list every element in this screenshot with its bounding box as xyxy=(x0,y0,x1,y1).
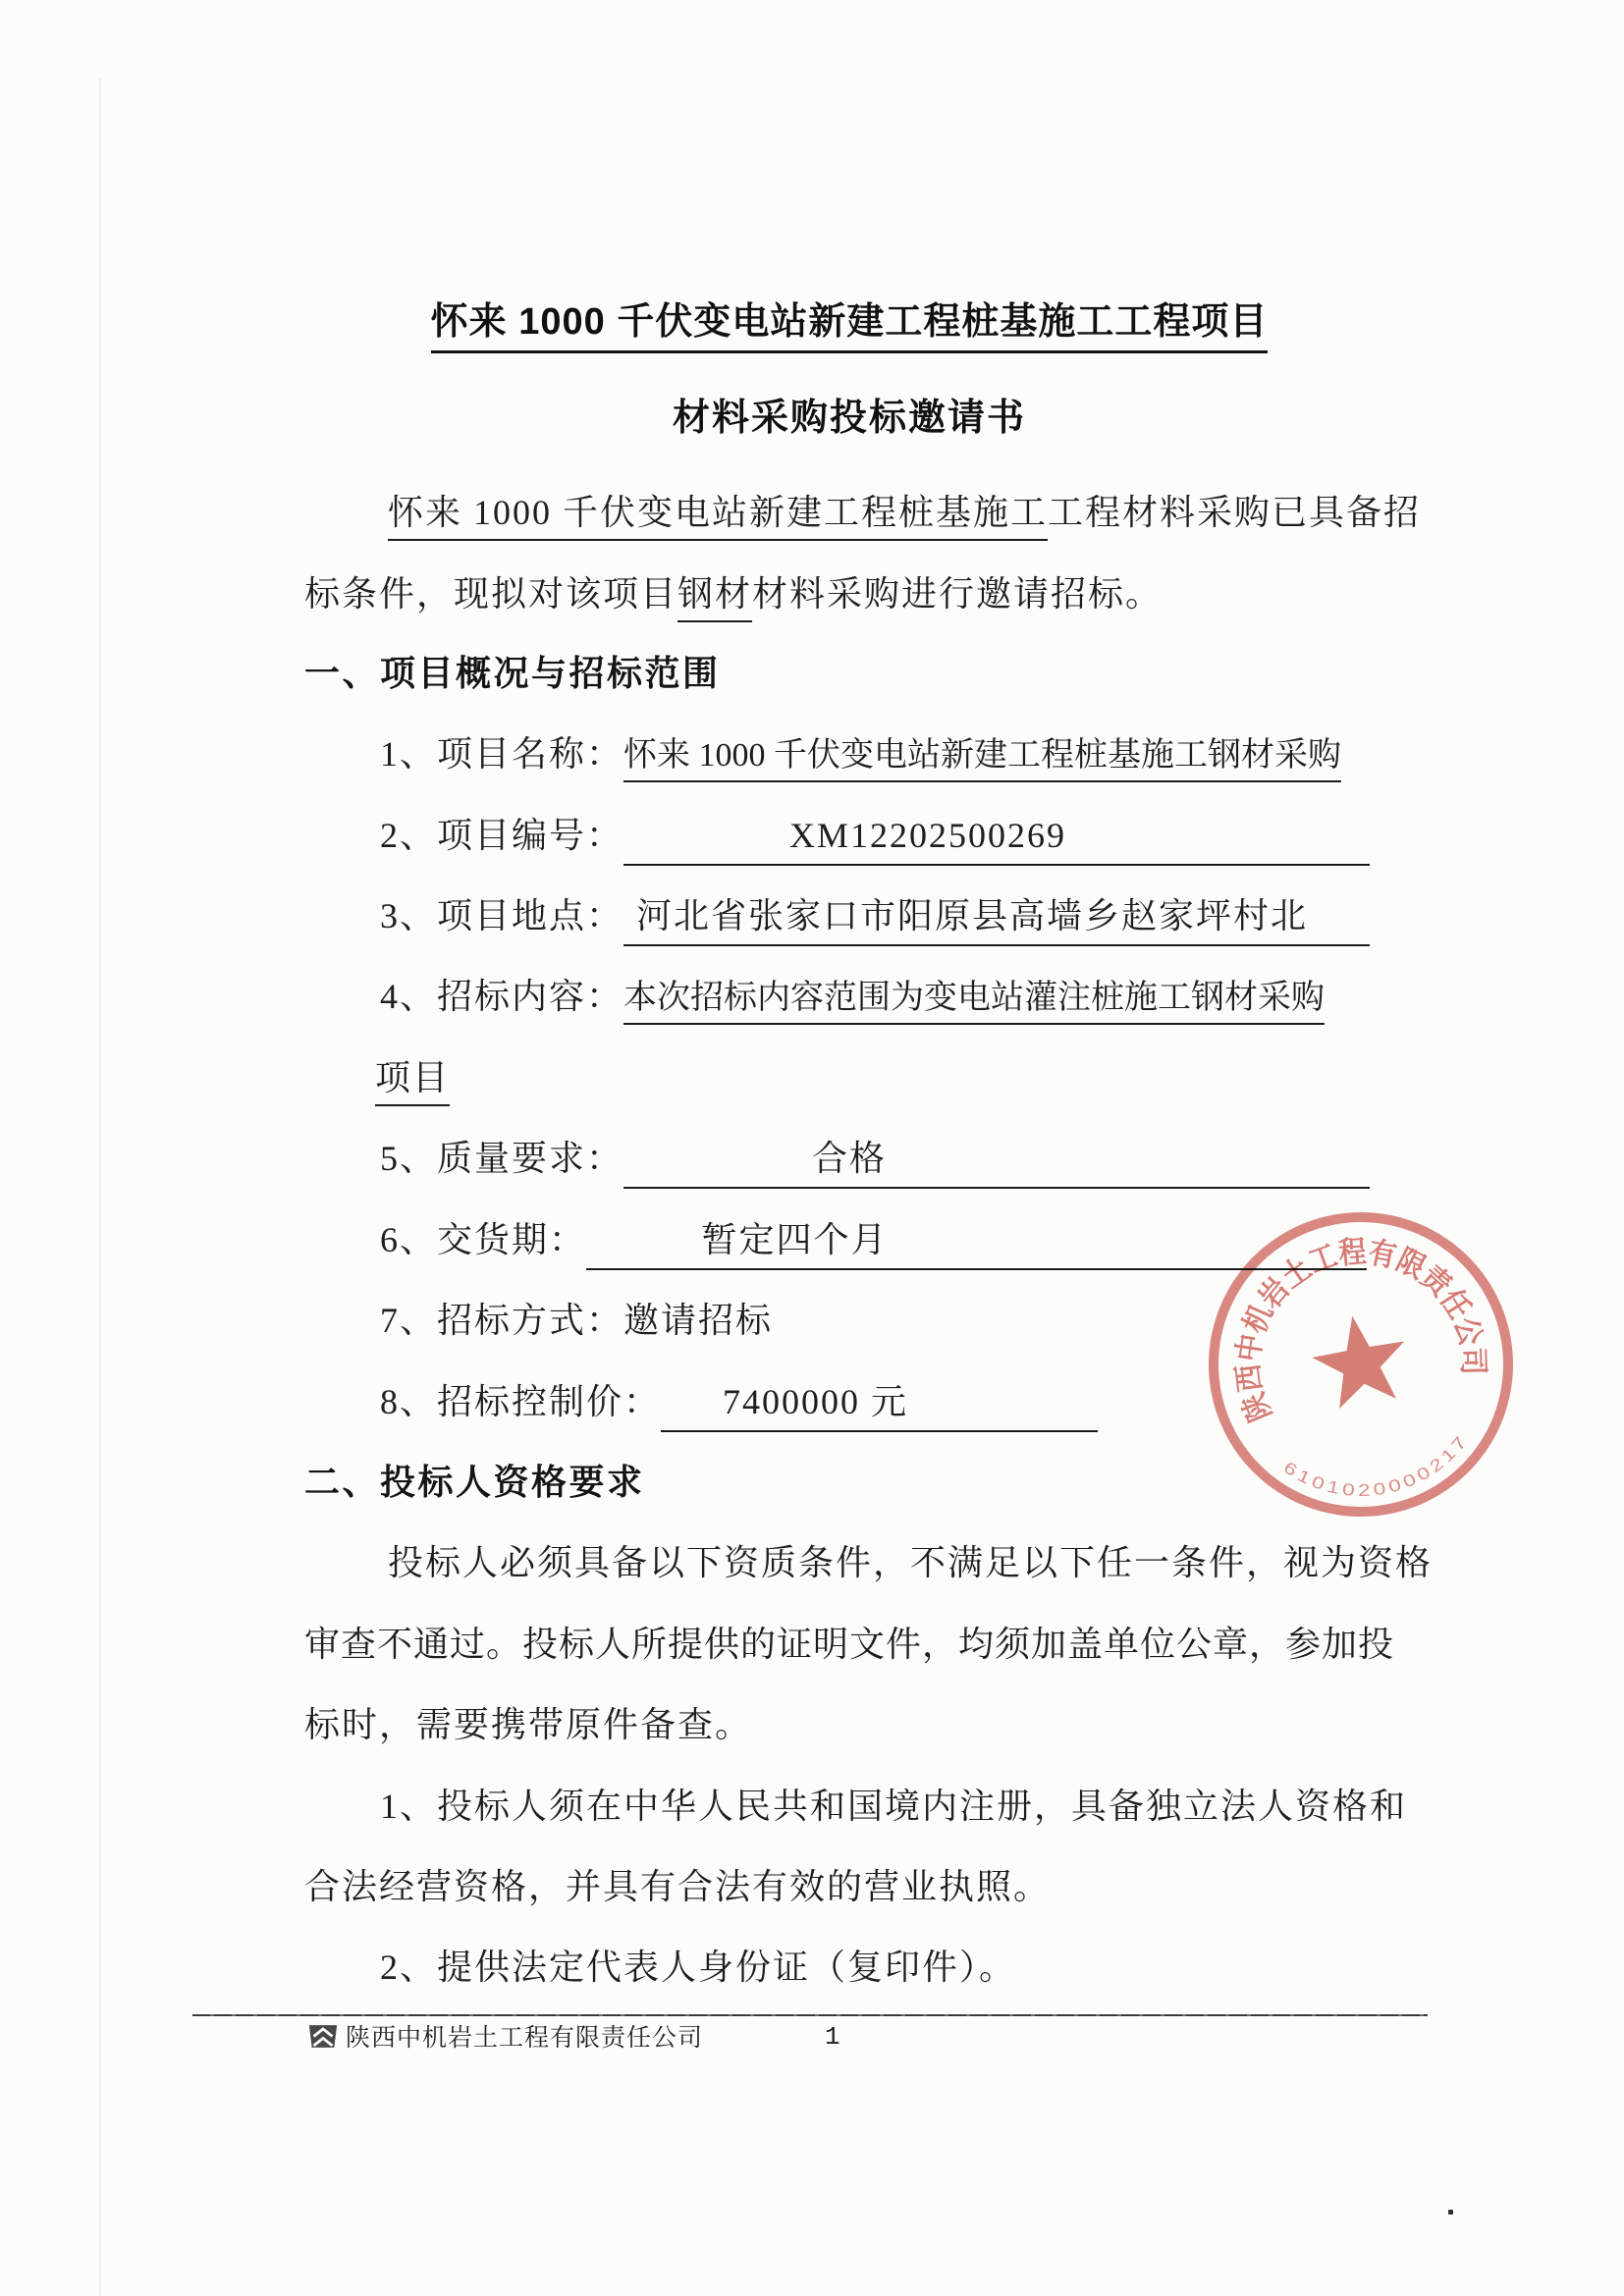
footer-company-name: 陕西中机岩土工程有限责任公司 xyxy=(346,2025,704,2052)
item-4-continuation xyxy=(375,1056,450,1099)
seal-company-textpath: 陕西中机岩土工程有限责任公司 xyxy=(1229,1234,1491,1427)
item-6-label: 6、交货期： xyxy=(380,1220,587,1259)
seal-serial-textpath: 6101020000217 xyxy=(1279,1432,1471,1501)
page-number: 1 xyxy=(825,2022,840,2052)
qualification-para-line-3: 标时，需要携带原件备查。 xyxy=(304,1705,753,1744)
item-1-value: 怀来 1000 千伏变电站新建工程桩基施工钢材采购 xyxy=(623,737,1341,782)
company-logo-icon xyxy=(306,2022,340,2051)
item-4-bid-content xyxy=(380,975,1325,1020)
document-title: 怀来 1000 千伏变电站新建工程桩基施工工程项目 xyxy=(431,301,1269,353)
item-3-blank-line xyxy=(623,894,1370,946)
item-7-label: 7、招标方式： xyxy=(380,1301,624,1340)
intro-line-1 xyxy=(388,491,1421,534)
item-3-value: 河北省张家口市阳原县高墙乡赵家坪村北 xyxy=(636,896,1309,935)
item-5-quality xyxy=(380,1137,1370,1189)
item-3-label: 3、项目地点： xyxy=(380,896,624,935)
item-4-continuation-text: 项目 xyxy=(375,1058,450,1106)
scan-artifact-speck xyxy=(1448,2210,1453,2215)
intro-line-2 xyxy=(304,572,1163,615)
qualification-item-1-line-2: 合法经营资格，并具有合法有效的营业执照。 xyxy=(304,1867,1052,1906)
intro-underlined-material: 钢材 xyxy=(677,574,752,622)
qualification-para-line-1: 投标人必须具备以下资质条件，不满足以下任一条件，视为资格 xyxy=(388,1543,1434,1582)
item-1-project-name xyxy=(380,732,1341,777)
item-2-value: XM12202500269 xyxy=(789,816,1067,855)
qualification-item-1-line-1: 1、投标人须在中华人民共和国境内注册，具备独立法人资格和 xyxy=(380,1787,1408,1826)
item-4-value: 本次招标内容范围为变电站灌注桩施工钢材采购 xyxy=(623,980,1325,1025)
intro-line-2-pre: 标条件，现拟对该项目 xyxy=(304,574,678,614)
subtitle-block xyxy=(304,387,1394,441)
red-company-seal xyxy=(1196,1200,1526,1529)
document-subtitle: 材料采购投标邀请书 xyxy=(672,398,1026,439)
title-block xyxy=(304,291,1394,345)
item-2-label: 2、项目编号： xyxy=(380,816,624,855)
item-5-label: 5、质量要求： xyxy=(380,1139,624,1178)
intro-line-2-post: 材料采购进行邀请招标。 xyxy=(752,574,1164,614)
item-2-blank-line xyxy=(623,814,1370,866)
item-4-label: 4、招标内容： xyxy=(380,977,624,1016)
seal-star-icon xyxy=(1306,1308,1413,1412)
item-7-value: 邀请招标 xyxy=(623,1301,774,1340)
qualification-para-line-2: 审查不通过。投标人所提供的证明文件，均须加盖单位公章，参加投 xyxy=(304,1625,1395,1664)
item-8-control-price xyxy=(380,1380,1098,1432)
item-2-project-number xyxy=(380,814,1370,866)
scan-artifact-vertical-line xyxy=(99,79,101,2296)
footer-divider xyxy=(192,2014,1428,2016)
section-1-heading: 一、项目概况与招标范围 xyxy=(304,653,721,693)
section-2-heading: 二、投标人资格要求 xyxy=(304,1462,645,1502)
qualification-item-2: 2、提供法定代表人身份证（复印件）。 xyxy=(380,1948,1017,1987)
item-5-value: 合格 xyxy=(812,1139,888,1178)
item-6-value: 暂定四个月 xyxy=(701,1220,889,1259)
item-8-value: 7400000 元 xyxy=(723,1382,909,1421)
footer xyxy=(306,2020,703,2052)
seal-rotated-group xyxy=(1196,1200,1526,1529)
item-3-project-location xyxy=(380,894,1370,946)
item-5-blank-line xyxy=(623,1137,1370,1189)
item-1-label: 1、项目名称： xyxy=(380,734,624,774)
item-8-blank-line xyxy=(661,1380,1098,1432)
item-7-bid-method xyxy=(380,1299,773,1342)
item-8-label: 8、招标控制价： xyxy=(380,1382,662,1421)
intro-line-1-rest: 工程材料采购已具备招 xyxy=(1048,493,1422,532)
intro-underlined-project-name: 怀来 1000 千伏变电站新建工程桩基施工 xyxy=(388,493,1048,541)
